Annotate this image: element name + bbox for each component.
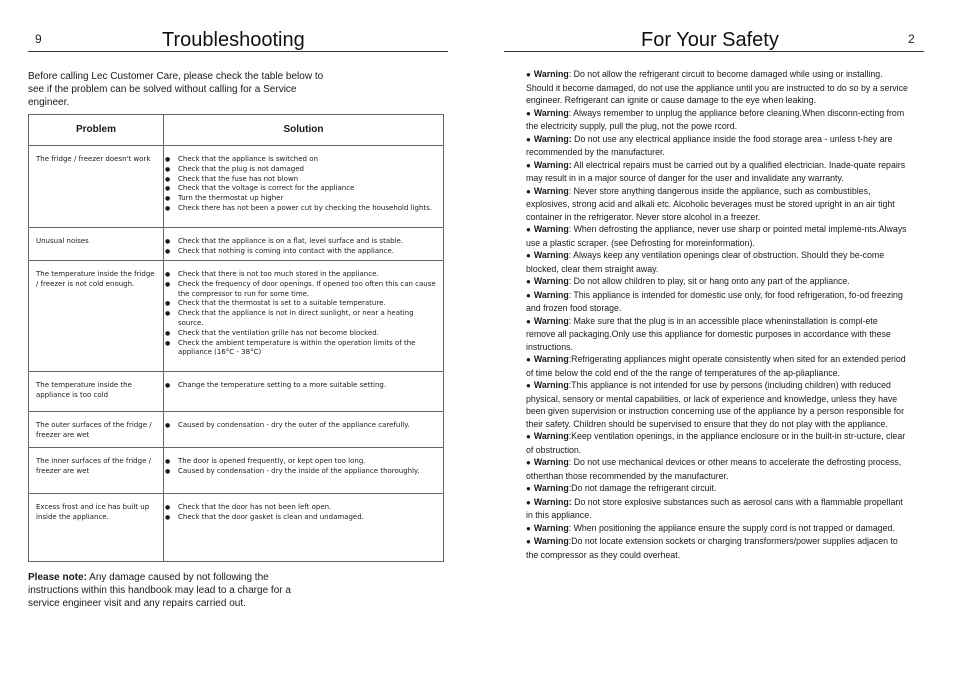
title-divider <box>28 51 448 52</box>
warning-label: Warning <box>533 431 569 441</box>
warning-text: : When positioning the appliance ensure the supply cord is not trapped or damaged. <box>568 522 895 533</box>
problem-cell: Excess frost and ice has built up inside the appliance. <box>29 494 164 562</box>
warning-item <box>526 482 908 496</box>
solution-item: ● Check that the plug is not damaged <box>164 165 439 175</box>
warning-item <box>526 249 908 275</box>
warning-text: : Do not allow the refrigerant circuit to become damaged while using or installing. Should it become damaged, do not use the appliance until you are instructed to do so by a service engineer. Refrigerant can ignite or cause damage to the eye when leaking. <box>526 69 908 105</box>
warning-item <box>526 379 908 430</box>
solution-item: ● Check that the door gasket is clean and undamaged. <box>164 513 439 523</box>
warning-item <box>526 107 908 133</box>
warning-item <box>526 185 908 224</box>
solution-item: ● Check the ambient temperature is within the operation limits of the appliance (16°C - 38°C) <box>164 339 439 359</box>
solution-cell <box>164 372 444 412</box>
bullet-icon: ● <box>526 381 531 390</box>
warning-item <box>526 315 908 354</box>
solution-item: ● Check the frequency of door openings. If opened too often this can cause the compressor to run for some time. <box>164 280 439 300</box>
page-title: For Your Safety <box>641 29 779 51</box>
warning-item <box>526 535 908 561</box>
table-row <box>29 228 444 261</box>
solution-item: ● Caused by condensation - dry the outer of the appliance carefully. <box>164 421 439 431</box>
table-row <box>29 494 444 562</box>
warning-text: :This appliance is not intended for use by persons (including children) with reduced physical, sensory or mental capabilities, or lack of experience and knowledge, unless they have been given supervision or instruction concerning use of the appliance by a person responsible for their safety. Children should be supervised to ensure that they do not play with the appliance. <box>526 380 905 429</box>
solution-item: ● Check that nothing is coming into contact with the appliance. <box>164 247 439 257</box>
bullet-icon: ● <box>526 458 531 467</box>
page-number: 9 <box>35 32 42 46</box>
warning-label: Warning <box>533 224 569 234</box>
bullet-icon: ● <box>526 225 531 234</box>
warning-text: :Keep ventilation openings, in the appliance enclosure or in the built-in str-ucture, clear of obstruction. <box>526 431 906 455</box>
warning-text: : When defrosting the appliance, never use sharp or pointed metal impleme-nts.Always use a plastic scraper. (see Defrosting for moreinformation). <box>526 224 907 248</box>
warning-label: Warning <box>533 250 569 260</box>
warning-text: : Do not allow children to play, sit or hang onto any part of the appliance. <box>568 276 850 286</box>
solution-item: ● Check that the ventilation grille has not become blocked. <box>164 329 439 339</box>
table-row <box>29 412 444 448</box>
bullet-icon: ● <box>526 432 531 441</box>
warning-item <box>526 289 908 315</box>
problem-cell: The temperature inside the fridge / freezer is not cold enough. <box>29 261 164 372</box>
table-row <box>29 261 444 372</box>
table-row <box>29 146 444 228</box>
solution-cell <box>164 448 444 494</box>
bullet-icon: ● <box>526 316 531 326</box>
warning-text: Do not store explosive substances such as aerosol cans with a flammable propellant in this appliance. <box>526 496 903 520</box>
warning-text: : Never store anything dangerous inside the appliance, such as combustibles, explosives, strong acid and alkali etc. Alcoholic beverages must be stored upright in an air tight container in the refrigerator. Never store alcohol in a freezer. <box>526 185 895 222</box>
table-row <box>29 448 444 494</box>
solution-header: Solution <box>164 115 444 146</box>
solution-cell <box>164 228 444 261</box>
warning-item <box>526 522 908 536</box>
warning-label: Warning <box>533 483 569 493</box>
warning-item <box>526 353 908 379</box>
please-note <box>28 571 318 610</box>
warning-text: : Do not use mechanical devices or other means to accelerate the defrosting process, otherthan those recommended by the manufacturer. <box>526 457 902 481</box>
solution-item: ● Check that the appliance is on a flat, level surface and is stable. <box>164 237 439 247</box>
warning-label: Warning: <box>533 496 572 507</box>
warning-label: Warning <box>533 276 569 286</box>
bullet-icon: ● <box>526 537 531 546</box>
warning-text: :Refrigerating appliances might operate consistently when sited for an extended period of time below the cold end of the the range of temperatures of the ap-pliapliance. <box>526 354 906 378</box>
troubleshooting-table <box>28 114 444 562</box>
warning-item <box>526 496 908 522</box>
bullet-icon: ● <box>526 160 531 170</box>
warning-label: Warning: <box>533 133 572 144</box>
problem-cell: The fridge / freezer doesn't work <box>29 146 164 228</box>
page-number: 2 <box>908 32 915 46</box>
warning-label: Warning <box>533 69 569 79</box>
warning-text: :Do not damage the refrigerant circuit. <box>568 483 717 493</box>
warning-item <box>526 68 908 107</box>
troubleshooting-page <box>28 0 444 691</box>
warning-text: All electrical repairs must be carried out by a qualified electrician. Inade-quate repairs may result in in a major source of danger for the user and invalidate any warranty. <box>526 159 906 183</box>
warning-item <box>526 159 908 185</box>
bullet-icon: ● <box>526 484 531 493</box>
bullet-icon: ● <box>526 108 531 118</box>
solution-item: ● Turn the thermostat up higher <box>164 194 439 204</box>
bullet-icon: ● <box>526 290 531 300</box>
warning-item <box>526 430 908 456</box>
solution-item: ● Check that the door has not been left open. <box>164 503 439 513</box>
table-row <box>29 372 444 412</box>
bullet-icon: ● <box>526 523 531 533</box>
solution-cell <box>164 412 444 448</box>
warning-label: Warning <box>533 354 569 364</box>
problem-header: Problem <box>29 115 164 146</box>
bullet-icon: ● <box>526 70 531 79</box>
solution-item: ● Check that the thermostat is set to a suitable temperature. <box>164 299 439 309</box>
intro-paragraph: Before calling Lec Customer Care, please check the table below to see if the problem can be solved without calling for a Service engineer. <box>28 71 324 108</box>
bullet-icon: ● <box>526 497 531 507</box>
table-header-row <box>29 115 444 146</box>
warning-text: : Always keep any ventilation openings clear of obstruction. Should they be-come blocked, clear them straight away. <box>526 250 885 274</box>
solution-cell <box>164 146 444 228</box>
warning-label: Warning <box>533 185 569 196</box>
problem-cell: The temperature inside the appliance is too cold <box>29 372 164 412</box>
solution-cell <box>164 261 444 372</box>
solution-item: ● Check that the voltage is correct for the appliance <box>164 184 439 194</box>
bullet-icon: ● <box>526 134 531 144</box>
warnings-list <box>526 68 908 561</box>
solution-item: ● Check that there is not too much stored in the appliance. <box>164 270 439 280</box>
warning-label: Warning <box>533 380 569 390</box>
solution-item: ● Check that the appliance is not in direct sunlight, or near a heating source. <box>164 309 439 329</box>
warning-label: Warning <box>533 289 569 300</box>
bullet-icon: ● <box>526 355 531 364</box>
warning-item <box>526 223 908 249</box>
warning-label: Warning <box>533 457 569 467</box>
note-text: Any damage caused by not following the instructions within this handbook may lead to a charge for a service engineer visit and any repairs carried out. <box>28 572 291 609</box>
problem-cell: The inner surfaces of the fridge / freezer are wet <box>29 448 164 494</box>
solution-item: ● Change the temperature setting to a more suitable setting. <box>164 381 439 391</box>
bullet-icon: ● <box>526 277 531 286</box>
warning-item <box>526 133 908 159</box>
title-divider <box>504 51 924 52</box>
warning-text: : This appliance is intended for domestic use only, for food refrigeration, fo-od freezing and frozen food storage. <box>526 289 903 313</box>
problem-cell: Unusual noises <box>29 228 164 261</box>
warning-item <box>526 275 908 289</box>
warning-label: Warning <box>533 315 569 326</box>
warning-label: Warning <box>533 107 569 118</box>
bullet-icon: ● <box>526 186 531 196</box>
solution-item: ● The door is opened frequently, or kept open too long. <box>164 457 439 467</box>
warning-text: : Always remember to unplug the appliance before cleaning.When disconn-ecting from the electricity supply, pull the plug, not the powe rcord. <box>526 107 905 131</box>
solution-cell <box>164 494 444 562</box>
solution-item: ● Check that the appliance is switched on <box>164 155 439 165</box>
warning-item <box>526 456 908 482</box>
warning-label: Warning <box>533 522 569 533</box>
warning-text: :Do not locate extension sockets or charging transformers/power supplies adjacen to the compressor as they could overheat. <box>526 536 898 560</box>
note-label: Please note: <box>28 572 87 583</box>
warning-label: Warning <box>533 536 569 546</box>
solution-item: ● Caused by condensation - dry the inside of the appliance thoroughly. <box>164 467 439 477</box>
warning-text: : Make sure that the plug is in an accessible place wheninstallation is compl-ete remove all packaging.Only use this appliance for domestic purposes in accordance with these instructions. <box>526 315 891 352</box>
warning-label: Warning: <box>533 159 572 170</box>
solution-item: ● Check that the fuse has not blown <box>164 175 439 185</box>
safety-page <box>504 0 924 691</box>
solution-item: ● Check there has not been a power cut by checking the household lights. <box>164 204 439 214</box>
bullet-icon: ● <box>526 251 531 260</box>
warning-text: Do not use any electrical appliance inside the food storage area - unless t-hey are recommended by the manufacturer. <box>526 133 893 157</box>
page-title: Troubleshooting <box>162 29 305 51</box>
problem-cell: The outer surfaces of the fridge / freezer are wet <box>29 412 164 448</box>
